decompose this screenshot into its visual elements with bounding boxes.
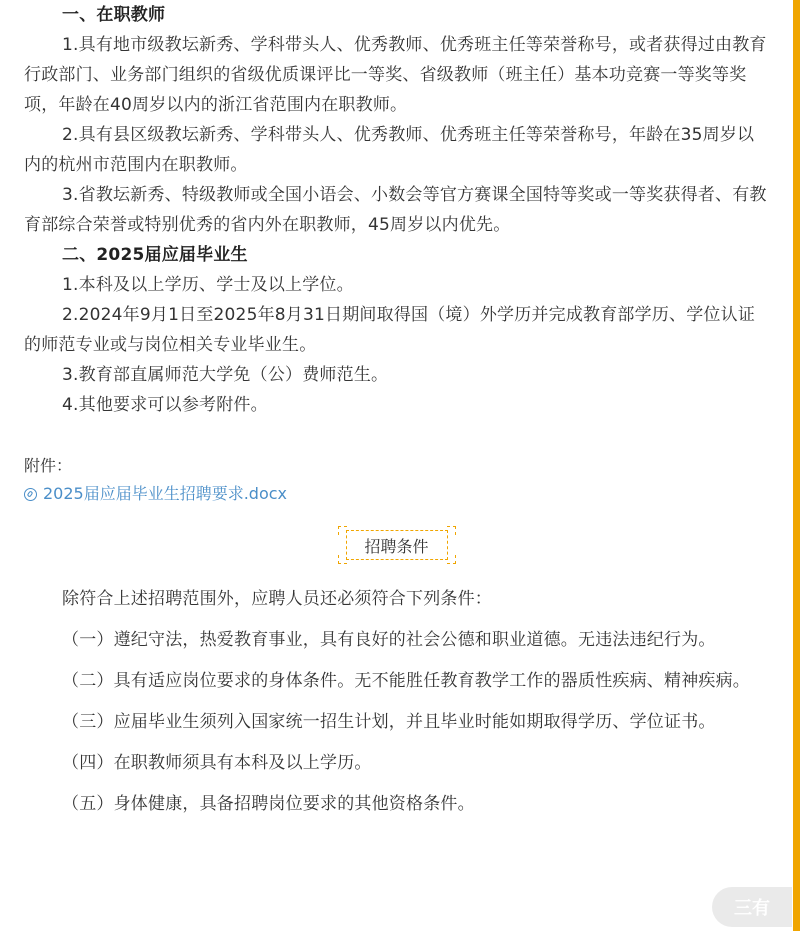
requirement-item: 3.省教坛新秀、特级教师或全国小语会、小数会等官方赛课全国特等奖或一等奖获得者、有教育部综合荣誉或特别优秀的省内外在职教师，45周岁以内优先。 bbox=[24, 185, 767, 235]
condition-item: （三）应届毕业生须列入国家统一招生计划，并且毕业时能如期取得学历、学位证书。 bbox=[62, 712, 716, 732]
section-heading-graduates: 二、2025届应届毕业生 bbox=[62, 245, 248, 265]
link-icon bbox=[24, 488, 37, 501]
requirement-item: 2.2024年9月1日至2025年8月31日期间取得国（境）外学历并完成教育部学历、学位认证的师范专业或与岗位相关专业毕业生。 bbox=[24, 305, 756, 355]
attachment-label: 附件： bbox=[24, 456, 73, 475]
section-title-recruitment-conditions: 招聘条件 bbox=[346, 530, 448, 560]
attachment-link[interactable] bbox=[24, 480, 769, 508]
requirement-item: 2.具有县区级教坛新秀、学科带头人、优秀教师、优秀班主任等荣誉称号，年龄在35周岁以内的杭州市范围内在职教师。 bbox=[24, 125, 755, 175]
requirement-item: 1.具有地市级教坛新秀、学科带头人、优秀教师、优秀班主任等荣誉称号，或者获得过由教育行政部门、业务部门组织的省级优质课评比一等奖、省级教师（班主任）基本功竞赛一等奖等奖项，年龄在40周岁以内的浙江省范围内在职教师。 bbox=[24, 35, 767, 115]
condition-item: （二）具有适应岗位要求的身体条件。无不能胜任教育教学工作的器质性疾病、精神疾病。 bbox=[62, 671, 750, 691]
conditions-intro: 除符合上述招聘范围外，应聘人员还必须符合下列条件： bbox=[62, 589, 492, 609]
section-title-frame bbox=[338, 526, 456, 564]
watermark-logo: 三有 bbox=[712, 887, 792, 927]
requirement-item: 3.教育部直属师范大学免（公）费师范生。 bbox=[62, 365, 389, 385]
article-content bbox=[24, 0, 769, 830]
requirement-item: 1.本科及以上学历、学士及以上学位。 bbox=[62, 275, 354, 295]
condition-item: （五）身体健康，具备招聘岗位要求的其他资格条件。 bbox=[62, 794, 475, 814]
section-heading-in-service-teachers: 一、在职教师 bbox=[62, 5, 166, 25]
condition-item: （四）在职教师须具有本科及以上学历。 bbox=[62, 753, 372, 773]
frame-corner bbox=[447, 526, 456, 535]
condition-item: （一）遵纪守法，热爱教育事业，具有良好的社会公德和职业道德。无违法违纪行为。 bbox=[62, 630, 716, 650]
requirement-item: 4.其他要求可以参考附件。 bbox=[62, 395, 268, 415]
frame-corner bbox=[447, 555, 456, 564]
attachment-file-name: 2025届应届毕业生招聘要求.docx bbox=[43, 484, 288, 503]
right-border-accent bbox=[793, 0, 800, 931]
